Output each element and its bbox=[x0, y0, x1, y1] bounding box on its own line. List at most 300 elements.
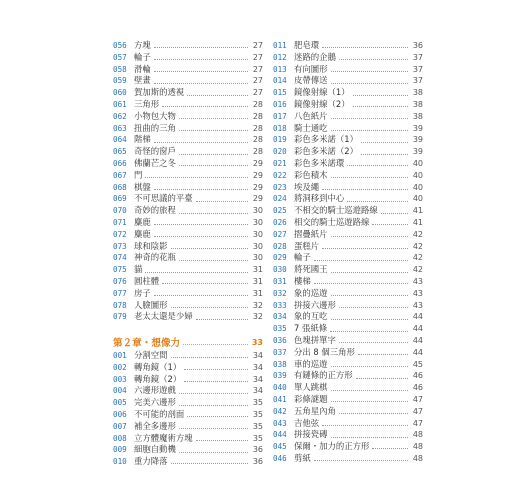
toc-entry[interactable] bbox=[113, 374, 263, 386]
entry-number: 021 bbox=[273, 158, 287, 168]
toc-entry[interactable] bbox=[113, 182, 263, 194]
entry-number: 026 bbox=[273, 217, 287, 227]
chapter-title: 第２章・想像力 bbox=[113, 338, 181, 350]
entry-number: 075 bbox=[113, 265, 127, 275]
entry-number: 042 bbox=[273, 406, 287, 416]
entry-page: 46 bbox=[412, 371, 423, 381]
toc-entry[interactable] bbox=[273, 359, 423, 371]
entry-title: 階梯 bbox=[134, 134, 151, 145]
toc-entry[interactable] bbox=[113, 409, 263, 421]
toc-entry[interactable] bbox=[113, 444, 263, 456]
entry-page: 35 bbox=[252, 421, 263, 431]
dot-leader bbox=[339, 58, 408, 60]
toc-entry[interactable] bbox=[273, 453, 423, 465]
dot-leader bbox=[372, 223, 408, 225]
entry-number: 027 bbox=[273, 229, 287, 239]
toc-entry[interactable] bbox=[113, 456, 263, 468]
entry-page: 37 bbox=[412, 52, 423, 62]
entry-number: 017 bbox=[273, 111, 287, 121]
toc-entry[interactable] bbox=[273, 75, 423, 87]
entry-title: 將死國王 bbox=[294, 264, 328, 275]
toc-entry[interactable] bbox=[273, 123, 423, 135]
dot-leader bbox=[372, 447, 408, 449]
dot-leader bbox=[331, 318, 409, 320]
entry-number: 070 bbox=[113, 206, 127, 216]
dot-leader bbox=[347, 164, 408, 166]
entry-number: 071 bbox=[113, 217, 127, 227]
dot-leader bbox=[314, 459, 408, 461]
entry-number: 020 bbox=[273, 147, 287, 157]
entry-number: 032 bbox=[273, 288, 287, 298]
entry-number: 039 bbox=[273, 371, 287, 381]
entry-page: 41 bbox=[412, 206, 423, 216]
entry-page: 31 bbox=[252, 265, 263, 275]
entry-title: 滑輪 bbox=[134, 63, 151, 74]
entry-page: 39 bbox=[412, 135, 423, 145]
entry-number: 025 bbox=[273, 206, 287, 216]
toc-entry[interactable] bbox=[273, 300, 423, 312]
dot-leader bbox=[179, 392, 248, 394]
entry-page: 27 bbox=[252, 52, 263, 62]
entry-page: 28 bbox=[252, 147, 263, 157]
entry-number: 023 bbox=[273, 182, 287, 192]
toc-entry[interactable] bbox=[273, 87, 423, 99]
entry-title: 蛋糕片 bbox=[294, 240, 320, 251]
entry-number: 012 bbox=[273, 52, 287, 62]
dot-leader bbox=[331, 365, 409, 367]
section-spacer bbox=[113, 323, 263, 335]
toc-entry[interactable] bbox=[273, 406, 423, 418]
entry-page: 47 bbox=[412, 394, 423, 404]
entry-page: 43 bbox=[412, 288, 423, 298]
entry-number: 068 bbox=[113, 182, 127, 192]
dot-leader bbox=[353, 94, 408, 96]
dot-leader bbox=[331, 176, 409, 178]
entry-number: 018 bbox=[273, 123, 287, 133]
entry-number: 074 bbox=[113, 253, 127, 263]
entry-title: 肥皂環 bbox=[294, 40, 320, 50]
entry-number: 065 bbox=[113, 147, 127, 157]
toc-entry[interactable] bbox=[273, 276, 423, 288]
entry-number: 031 bbox=[273, 276, 287, 286]
dot-leader bbox=[356, 377, 408, 379]
dot-leader bbox=[179, 451, 248, 453]
toc-entry[interactable] bbox=[273, 111, 423, 123]
entry-title: 補全多邊形 bbox=[134, 420, 176, 431]
dot-leader bbox=[171, 247, 249, 249]
toc-entry[interactable] bbox=[113, 170, 263, 182]
entry-title: 方塊 bbox=[134, 40, 151, 50]
entry-page: 48 bbox=[412, 442, 423, 452]
dot-leader bbox=[361, 141, 408, 143]
entry-page: 38 bbox=[412, 88, 423, 98]
entry-title: 剪紙 bbox=[294, 452, 311, 463]
toc-entry[interactable] bbox=[273, 394, 423, 406]
dot-leader bbox=[339, 341, 408, 343]
toc-entry[interactable] bbox=[273, 99, 423, 111]
entry-page: 48 bbox=[412, 453, 423, 463]
entry-page: 29 bbox=[252, 158, 263, 168]
dot-leader bbox=[361, 153, 408, 155]
entry-page: 29 bbox=[252, 182, 263, 192]
entry-page: 27 bbox=[252, 88, 263, 98]
toc-entry[interactable] bbox=[273, 52, 423, 64]
dot-leader bbox=[183, 343, 248, 345]
dot-leader bbox=[347, 200, 408, 202]
toc-entry[interactable] bbox=[273, 217, 423, 229]
entry-page: 39 bbox=[412, 147, 423, 157]
entry-number: 076 bbox=[113, 276, 127, 286]
dot-leader bbox=[353, 105, 408, 107]
dot-leader bbox=[184, 368, 248, 370]
toc-entry[interactable] bbox=[273, 311, 423, 323]
entry-page: 28 bbox=[252, 99, 263, 109]
toc-entry[interactable] bbox=[113, 300, 263, 312]
toc-entry[interactable] bbox=[113, 64, 263, 76]
entry-page: 27 bbox=[252, 76, 263, 86]
entry-number: 043 bbox=[273, 418, 287, 428]
entry-number: 044 bbox=[273, 430, 287, 440]
entry-page: 30 bbox=[252, 253, 263, 263]
toc-entry[interactable] bbox=[113, 75, 263, 87]
dot-leader bbox=[331, 129, 409, 131]
entry-title: 麋鹿 bbox=[134, 228, 151, 239]
toc-entry[interactable] bbox=[273, 205, 423, 217]
toc-entry[interactable] bbox=[113, 146, 263, 158]
dot-leader bbox=[196, 318, 248, 320]
entry-page: 30 bbox=[252, 206, 263, 216]
entry-title: 7 張紙條 bbox=[294, 323, 328, 334]
toc-entry[interactable] bbox=[273, 134, 423, 146]
dot-leader bbox=[179, 259, 248, 261]
entry-title: 彩色多米諾（2） bbox=[294, 146, 358, 157]
toc-entry[interactable] bbox=[113, 350, 263, 362]
entry-title: 騎士通吃 bbox=[294, 122, 328, 133]
toc-entry[interactable] bbox=[113, 158, 263, 170]
toc-entry[interactable] bbox=[113, 205, 263, 217]
entry-page: 29 bbox=[252, 194, 263, 204]
entry-title: 重力降落 bbox=[134, 456, 168, 467]
dot-leader bbox=[314, 282, 408, 284]
dot-leader bbox=[154, 46, 248, 48]
entry-title: 彩色積木 bbox=[294, 169, 328, 180]
entry-page: 45 bbox=[412, 359, 423, 369]
entry-title: 分割空間 bbox=[134, 349, 168, 360]
entry-title: 棋盤 bbox=[134, 181, 151, 192]
entry-number: 078 bbox=[113, 300, 127, 310]
entry-page: 42 bbox=[412, 265, 423, 275]
entry-title: 象的互吃 bbox=[294, 311, 328, 322]
toc-entry[interactable] bbox=[113, 288, 263, 300]
toc-entry[interactable] bbox=[273, 335, 423, 347]
entry-page: 34 bbox=[252, 386, 263, 396]
toc-entry[interactable] bbox=[113, 123, 263, 135]
entry-title: 埃及繩 bbox=[294, 181, 320, 192]
entry-page: 47 bbox=[412, 418, 423, 428]
toc-entry[interactable] bbox=[273, 288, 423, 300]
entry-title: 壁畫 bbox=[134, 75, 151, 86]
entry-page: 39 bbox=[412, 123, 423, 133]
toc-entry[interactable] bbox=[273, 370, 423, 382]
dot-leader bbox=[184, 380, 248, 382]
entry-page: 38 bbox=[412, 111, 423, 121]
entry-number: 016 bbox=[273, 99, 287, 109]
entry-number: 007 bbox=[113, 421, 127, 431]
entry-number: 028 bbox=[273, 241, 287, 251]
entry-number: 034 bbox=[273, 312, 287, 322]
entry-title: 八色紙片 bbox=[294, 110, 328, 121]
dot-leader bbox=[381, 212, 408, 214]
entry-page: 31 bbox=[252, 288, 263, 298]
entry-title: 佛蘭芒之冬 bbox=[134, 157, 176, 168]
entry-page: 42 bbox=[412, 241, 423, 251]
chapter-heading[interactable] bbox=[113, 335, 263, 350]
dot-leader bbox=[314, 259, 408, 261]
entry-number: 001 bbox=[113, 350, 127, 360]
entry-page: 43 bbox=[412, 300, 423, 310]
entry-number: 045 bbox=[273, 442, 287, 452]
dot-leader bbox=[154, 223, 248, 225]
entry-title: 有向圖形 bbox=[294, 63, 328, 74]
entry-page: 27 bbox=[252, 41, 263, 50]
entry-page: 32 bbox=[252, 312, 263, 322]
toc-entry[interactable] bbox=[113, 52, 263, 64]
entry-number: 059 bbox=[113, 76, 127, 86]
toc-entry[interactable] bbox=[273, 429, 423, 441]
entry-page: 30 bbox=[252, 241, 263, 251]
toc-entry[interactable] bbox=[113, 99, 263, 111]
toc-entry[interactable] bbox=[273, 229, 423, 241]
dot-leader bbox=[322, 188, 408, 190]
entry-page: 41 bbox=[412, 217, 423, 227]
entry-page: 40 bbox=[412, 194, 423, 204]
entry-title: 保爾・加力的正方形 bbox=[294, 441, 370, 452]
toc-entry[interactable] bbox=[273, 347, 423, 359]
entry-page: 35 bbox=[252, 398, 263, 408]
entry-page: 35 bbox=[252, 409, 263, 419]
toc-entry[interactable] bbox=[113, 111, 263, 123]
entry-page: 34 bbox=[252, 350, 263, 360]
dot-leader bbox=[322, 247, 408, 249]
dot-leader bbox=[179, 129, 248, 131]
dot-leader bbox=[331, 82, 409, 84]
dot-leader bbox=[179, 212, 248, 214]
entry-page: 37 bbox=[412, 64, 423, 74]
dot-leader bbox=[162, 282, 248, 284]
entry-title: 五角星內角 bbox=[294, 405, 336, 416]
entry-number: 072 bbox=[113, 229, 127, 239]
toc-entry[interactable] bbox=[113, 276, 263, 288]
dot-leader bbox=[331, 117, 409, 119]
toc-entry[interactable] bbox=[273, 441, 423, 453]
entry-page: 31 bbox=[252, 276, 263, 286]
entry-title: 有鏈條的正方形 bbox=[294, 370, 353, 381]
toc-entry[interactable] bbox=[113, 40, 263, 52]
entry-page: 28 bbox=[252, 123, 263, 133]
toc-entry[interactable] bbox=[113, 134, 263, 146]
entry-title: 立方體魔術方塊 bbox=[134, 432, 193, 443]
dot-leader bbox=[154, 294, 248, 296]
entry-number: 062 bbox=[113, 111, 127, 121]
toc-entry[interactable] bbox=[113, 264, 263, 276]
entry-title: 人臉圖形 bbox=[134, 299, 168, 310]
toc-entry[interactable] bbox=[273, 323, 423, 335]
dot-leader bbox=[331, 436, 409, 438]
toc-entry[interactable] bbox=[113, 421, 263, 433]
entry-number: 060 bbox=[113, 88, 127, 98]
entry-number: 069 bbox=[113, 194, 127, 204]
entry-title: 彩條謎題 bbox=[294, 393, 328, 404]
entry-number: 046 bbox=[273, 453, 287, 463]
toc-entry[interactable] bbox=[113, 385, 263, 397]
toc-entry[interactable] bbox=[113, 217, 263, 229]
dot-leader bbox=[179, 427, 248, 429]
entry-title: 奇怪的窗戶 bbox=[134, 146, 176, 157]
dot-leader bbox=[331, 70, 409, 72]
toc-entry[interactable] bbox=[273, 418, 423, 430]
entry-page: 36 bbox=[252, 445, 263, 455]
toc-entry[interactable] bbox=[273, 64, 423, 76]
entry-title: 色塊拼單字 bbox=[294, 334, 336, 345]
entry-number: 022 bbox=[273, 170, 287, 180]
entry-title: 不可思議的平臺 bbox=[134, 193, 193, 204]
entry-title: 鏡像射線（1） bbox=[294, 87, 350, 98]
entry-page: 47 bbox=[412, 406, 423, 416]
entry-title: 相交的騎士巡遊路線 bbox=[294, 216, 370, 227]
entry-page: 48 bbox=[412, 430, 423, 440]
toc-column-left bbox=[113, 40, 263, 468]
entry-title: 圓柱體 bbox=[134, 275, 160, 286]
entry-page: 46 bbox=[412, 383, 423, 393]
toc-entry[interactable] bbox=[273, 241, 423, 253]
toc-entry[interactable] bbox=[273, 264, 423, 276]
toc-entry[interactable] bbox=[273, 382, 423, 394]
entry-number: 019 bbox=[273, 135, 287, 145]
entry-number: 015 bbox=[273, 88, 287, 98]
dot-leader bbox=[339, 306, 408, 308]
entry-page: 44 bbox=[412, 324, 423, 334]
dot-leader bbox=[322, 424, 408, 426]
dot-leader bbox=[162, 105, 248, 107]
toc-entry[interactable] bbox=[273, 158, 423, 170]
dot-leader bbox=[154, 58, 248, 60]
entry-page: 38 bbox=[412, 99, 423, 109]
entry-page: 28 bbox=[252, 111, 263, 121]
toc-entry[interactable] bbox=[273, 182, 423, 194]
entry-number: 035 bbox=[273, 324, 287, 334]
entry-title: 不相交的騎士巡遊路線 bbox=[294, 205, 378, 216]
entry-number: 067 bbox=[113, 170, 127, 180]
toc-entry[interactable] bbox=[113, 362, 263, 374]
dot-leader bbox=[322, 46, 408, 48]
toc-entry[interactable] bbox=[273, 252, 423, 264]
toc-entry[interactable] bbox=[273, 193, 423, 205]
toc-entry[interactable] bbox=[273, 146, 423, 158]
toc-entry[interactable] bbox=[273, 40, 423, 52]
entry-page: 28 bbox=[252, 135, 263, 145]
dot-leader bbox=[179, 404, 248, 406]
dot-leader bbox=[196, 439, 248, 441]
entry-title: 摺疊紙片 bbox=[294, 228, 328, 239]
entry-number: 037 bbox=[273, 347, 287, 357]
entry-page: 43 bbox=[412, 276, 423, 286]
entry-title: 彩色多米諾（1） bbox=[294, 134, 358, 145]
entry-number: 014 bbox=[273, 76, 287, 86]
entry-title: 房子 bbox=[134, 287, 151, 298]
dot-leader bbox=[171, 462, 249, 464]
entry-number: 002 bbox=[113, 362, 127, 372]
entry-title: 樓梯 bbox=[294, 275, 311, 286]
dot-leader bbox=[171, 306, 249, 308]
entry-title: 單人跳棋 bbox=[294, 382, 328, 393]
entry-number: 030 bbox=[273, 265, 287, 275]
entry-page: 35 bbox=[252, 433, 263, 443]
entry-number: 029 bbox=[273, 253, 287, 263]
entry-page: 40 bbox=[412, 170, 423, 180]
toc-entry[interactable] bbox=[113, 229, 263, 241]
toc-entry[interactable] bbox=[113, 241, 263, 253]
entry-title: 貓 bbox=[134, 264, 143, 275]
dot-leader bbox=[171, 356, 249, 358]
toc-entry[interactable] bbox=[273, 170, 423, 182]
entry-page: 44 bbox=[412, 312, 423, 322]
dot-leader bbox=[331, 400, 409, 402]
entry-number: 079 bbox=[113, 312, 127, 322]
dot-leader bbox=[145, 176, 248, 178]
entry-title: 輪子 bbox=[294, 252, 311, 263]
toc-entry[interactable] bbox=[113, 252, 263, 264]
dot-leader bbox=[154, 188, 248, 190]
dot-leader bbox=[154, 141, 248, 143]
entry-page: 27 bbox=[252, 64, 263, 74]
entry-number: 003 bbox=[113, 374, 127, 384]
entry-page: 44 bbox=[412, 347, 423, 357]
toc-entry[interactable] bbox=[113, 311, 263, 323]
entry-page: 34 bbox=[252, 374, 263, 384]
entry-page: 40 bbox=[412, 182, 423, 192]
entry-title: 門 bbox=[134, 169, 143, 180]
toc-entry[interactable] bbox=[113, 397, 263, 409]
toc-entry[interactable] bbox=[113, 87, 263, 99]
entry-page: 42 bbox=[412, 229, 423, 239]
dot-leader bbox=[331, 294, 409, 296]
dot-leader bbox=[187, 94, 248, 96]
dot-leader bbox=[331, 271, 409, 273]
dot-leader bbox=[145, 271, 248, 273]
dot-leader bbox=[154, 70, 248, 72]
entry-title: 轉角鏡（2） bbox=[134, 373, 182, 384]
dot-leader bbox=[187, 415, 248, 417]
entry-number: 013 bbox=[273, 64, 287, 74]
entry-number: 077 bbox=[113, 288, 127, 298]
entry-title: 完美六邊形 bbox=[134, 397, 176, 408]
toc-entry[interactable] bbox=[113, 433, 263, 445]
entry-page: 40 bbox=[412, 158, 423, 168]
entry-title: 球和陰影 bbox=[134, 240, 168, 251]
toc-column-right bbox=[273, 40, 423, 465]
entry-title: 象的巡遊 bbox=[294, 287, 328, 298]
entry-number: 061 bbox=[113, 99, 127, 109]
entry-title: 六邊形遊戲 bbox=[134, 385, 176, 396]
entry-title: 吉他弦 bbox=[294, 417, 320, 428]
entry-title: 賀加斯的透視 bbox=[134, 87, 185, 98]
dot-leader bbox=[331, 235, 409, 237]
entry-title: 拼接瓷磚 bbox=[294, 429, 328, 440]
toc-entry[interactable] bbox=[113, 193, 263, 205]
entry-number: 041 bbox=[273, 394, 287, 404]
entry-number: 056 bbox=[113, 41, 127, 50]
entry-page: 32 bbox=[252, 300, 263, 310]
